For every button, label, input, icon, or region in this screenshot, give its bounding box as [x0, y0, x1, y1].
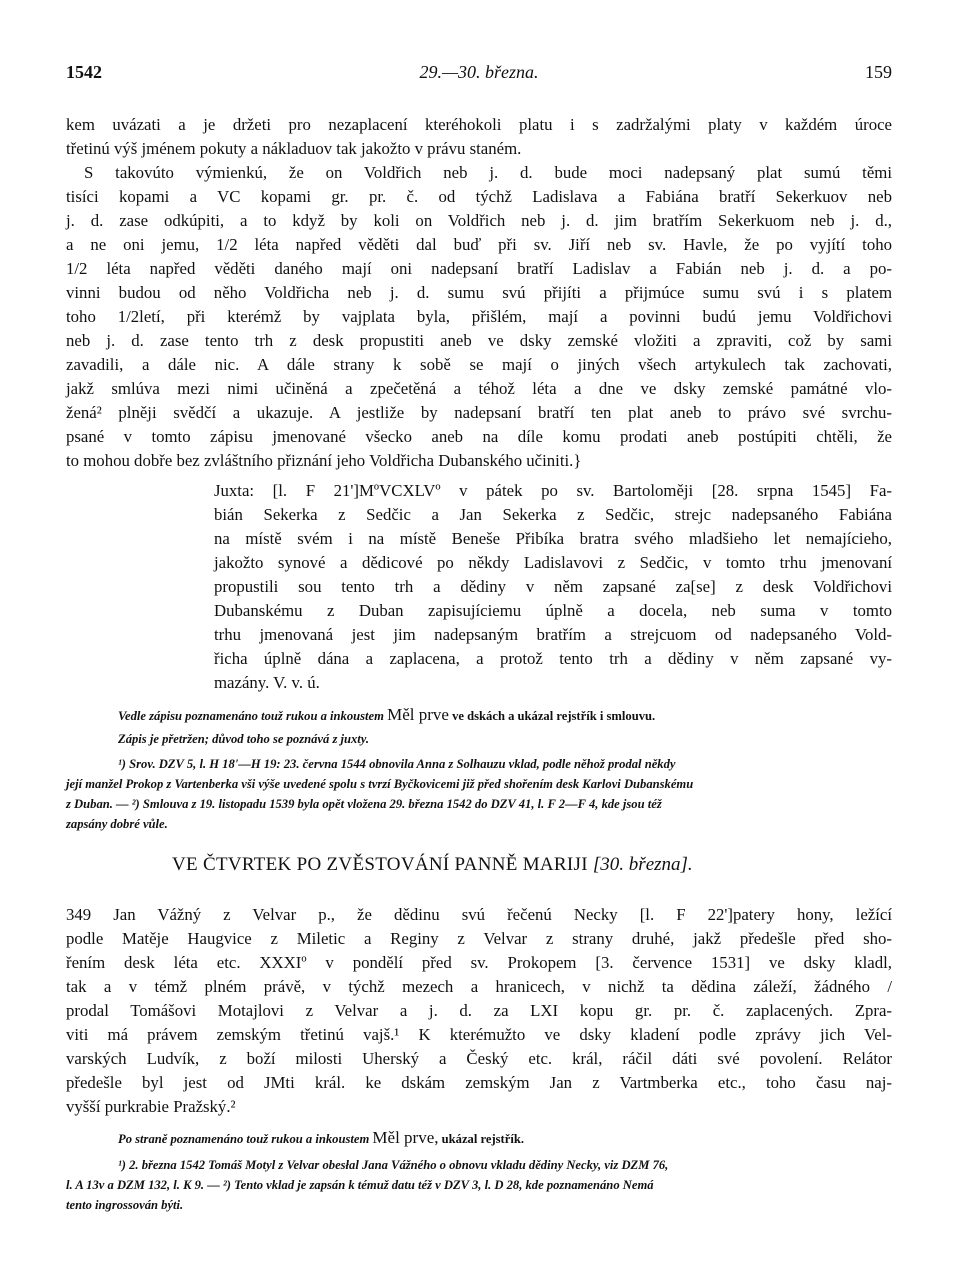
- body-line: třetinú výš jménem pokuty a nákladuov tak jakožto v právu staném.: [66, 139, 522, 158]
- entry-line: viti má právem zemským třetinú vajš.¹ K kterémužto ve dsky kladení podle zprávy jich Vel-: [66, 1025, 892, 1044]
- juxta-line: propustili sou tento trh a dědiny v něm zapsané za[se] z desk Voldřichovi: [214, 577, 892, 596]
- juxta-line: řicha úplně dána a zaplacena, a protož tento trh a dědiny v něm zapsané vy-: [214, 649, 892, 668]
- note-italic: Po straně poznamenáno touž rukou a inkoustem: [118, 1132, 370, 1146]
- juxta-line: na místě svém i na místě Beneše Přibíka bratra svého mladšieho let nemajícieho,: [214, 529, 892, 548]
- body-line: a ne oni jemu, 1/2 léta napřed věděti dal buď při sv. Jiří neb sv. Havle, že po vyjítí toho: [66, 235, 892, 254]
- juxta-line: mazány. V. v. ú.: [214, 673, 320, 692]
- section-title: [172, 854, 693, 876]
- body-line: neb j. d. zase tento trh z desk propustiti aneb ve dsky zemské vložiti a zpraviti, což by sami: [66, 331, 892, 350]
- juxta-line: bián Sekerka z Sedčic a Jan Sekerka z Sedčic, strejc nadepsaného Fabiána: [214, 505, 892, 524]
- body-line: jakž smlúva mezi nimi učiněná a zpečetěná a téhož léta a dne ve dsky zemské památné vlo-: [66, 379, 892, 398]
- note-rest: ve dskách a ukázal rejstřík i smlouvu.: [452, 709, 656, 723]
- page-number: 159: [865, 62, 892, 82]
- body-line: 1/2 léta napřed věděti daného mají oni nadepsaní bratří Ladislav a Fabián neb j. d. a po-: [66, 259, 892, 278]
- entry-line: předešle byl jest od JMti král. ke dskám zemským Jan z Vartmberka etc., toho času naj-: [66, 1073, 892, 1092]
- juxta-line: trhu jmenovaná jest jim nadepsaným bratřím a strejcuom od nadepsaného Vold-: [214, 625, 892, 644]
- note-italic: Vedle zápisu poznamenáno touž rukou a inkoustem: [118, 709, 384, 723]
- entry-line: prodal Tomášovi Motajlovi z Velvar a j. d. za LXI kopu gr. pr. č. zaplacených. Zpra-: [66, 1001, 892, 1020]
- body-line: tisíci kopami a VC kopami gr. pr. č. od týchž Ladislava a Fabiána bratří Sekerkuov neb: [66, 187, 892, 206]
- footnote-line: z Duban. — ²) Smlouva z 19. listopadu 1539 byla opět vložena 29. března 1542 do DZV 41, l. F 2—F 4, kde jsou též: [66, 797, 662, 811]
- entry-line: podle Matěje Haugvice z Miletic a Reginy z Velvar z strany druhé, jakž předešle před sho-: [66, 929, 892, 948]
- footnote-line: tento ingrossován býti.: [66, 1198, 184, 1212]
- body-line: žená² plněji svědčí a ukazuje. A jestliže by nadepsaní bratří ten plat aneb to právo své svrchu-: [66, 403, 892, 422]
- header-date: 29.—30. března.: [419, 62, 539, 82]
- body-line: psané v tomto zápisu jmenované všecko aneb na díle komu prodati aneb postúpiti chtěli, že: [66, 427, 892, 446]
- entry-line: vyšší purkrabie Pražský.²: [66, 1097, 236, 1116]
- body-line: vinni budou od něho Voldřicha neb j. d. sumu svú přijíti a přijmúce sumu svú i s platem: [66, 283, 892, 302]
- juxta-line: Juxta: [l. F 21']MºVCXLVº v pátek po sv. Bartoloměji [28. srpna 1545] Fa-: [214, 481, 892, 500]
- note-rest: ukázal rejstřík.: [441, 1132, 524, 1146]
- body-line: S takovúto výmienkú, že on Voldřich neb j. d. bude moci nadepsaný plat sumú těmi: [84, 163, 892, 182]
- section-title-text: VE ČTVRTEK PO ZVĚSTOVÁNÍ PANNĚ MARIJI: [172, 854, 588, 875]
- editorial-note: [118, 1128, 892, 1149]
- body-line: toho 1/2letí, při kterémž by vajplata byla, přišlém, mají a povinni budú jemu Voldřichovi: [66, 307, 892, 326]
- body-line: to mohou dobře bez zvláštního přiznání jeho Voldřicha Dubanského učiniti.}: [66, 451, 582, 470]
- entry-line: tak a v témž plném právě, v týchž mezech a hranicech, v nichž ta dědina záleží, žádného /: [66, 977, 892, 996]
- editorial-note: Zápis je přetržen; důvod toho se poznává z juxty.: [118, 732, 370, 746]
- editorial-note: [118, 705, 892, 726]
- juxta-line: Dubanskému z Duban zapisujíciemu úplně a docela, neb suma v tomto: [214, 601, 892, 620]
- body-line: zavadili, a dále nic. A dále strany k sobě se mají o jiných všech artykulech tak zachovati,: [66, 355, 892, 374]
- page-header: [66, 62, 892, 88]
- footnote-line: její manžel Prokop z Vartenberka vši výše uvedené spolu s tvrzí Byčkovicemi již před shořením desk Karlovi Dubanskému: [66, 777, 694, 791]
- entry-line: řením desk léta etc. XXXIº v pondělí před sv. Prokopem [3. července 1531] ve dsky kladl,: [66, 953, 892, 972]
- footnote-line: zapsány dobré vůle.: [66, 817, 168, 831]
- note-hand-text: Měl prve,: [372, 1128, 439, 1147]
- footnote-line: ¹) 2. března 1542 Tomáš Motyl z Velvar obesłal Jana Vážného o obnovu vkladu dědiny Necky, viz DZM 76,: [118, 1158, 669, 1172]
- footnote-line: l. A 13v a DZM 132, l. K 9. — ²) Tento vklad je zapsán k témuž datu též v DZV 3, l. D 28, kde poznamenáno Nemá: [66, 1178, 654, 1192]
- header-year: 1542: [66, 62, 102, 82]
- footnote-line: ¹) Srov. DZV 5, l. H 18'—H 19: 23. června 1544 obnovila Anna z Solhauzu vklad, podle něhož prodal někdy: [118, 757, 676, 771]
- entry-line: 349 Jan Vážný z Velvar p., že dědinu svú řečenú Necky [l. F 22']patery hony, ležící: [66, 905, 892, 924]
- juxta-line: jakožto synové a dědicové po někdy Ladislavovi z Sedčic, v tomto trhu jmenovaní: [214, 553, 892, 572]
- body-line: j. d. zase odkúpiti, a to když by koli on Voldřich neb j. d. jim bratřím Sekerkuom neb j. d.,: [66, 211, 892, 230]
- body-line: kem uvázati a je držeti pro nezaplacení kteréhokoli platu i s zadržalými platy v každém úroce: [66, 115, 892, 134]
- note-hand-text: Měl prve: [387, 705, 449, 724]
- entry-line: varských Ludvík, z boží milosti Uherský a Český etc. král, ráčil dáti své povolení. Relátor: [66, 1049, 892, 1068]
- section-title-date: [30. března].: [592, 854, 693, 875]
